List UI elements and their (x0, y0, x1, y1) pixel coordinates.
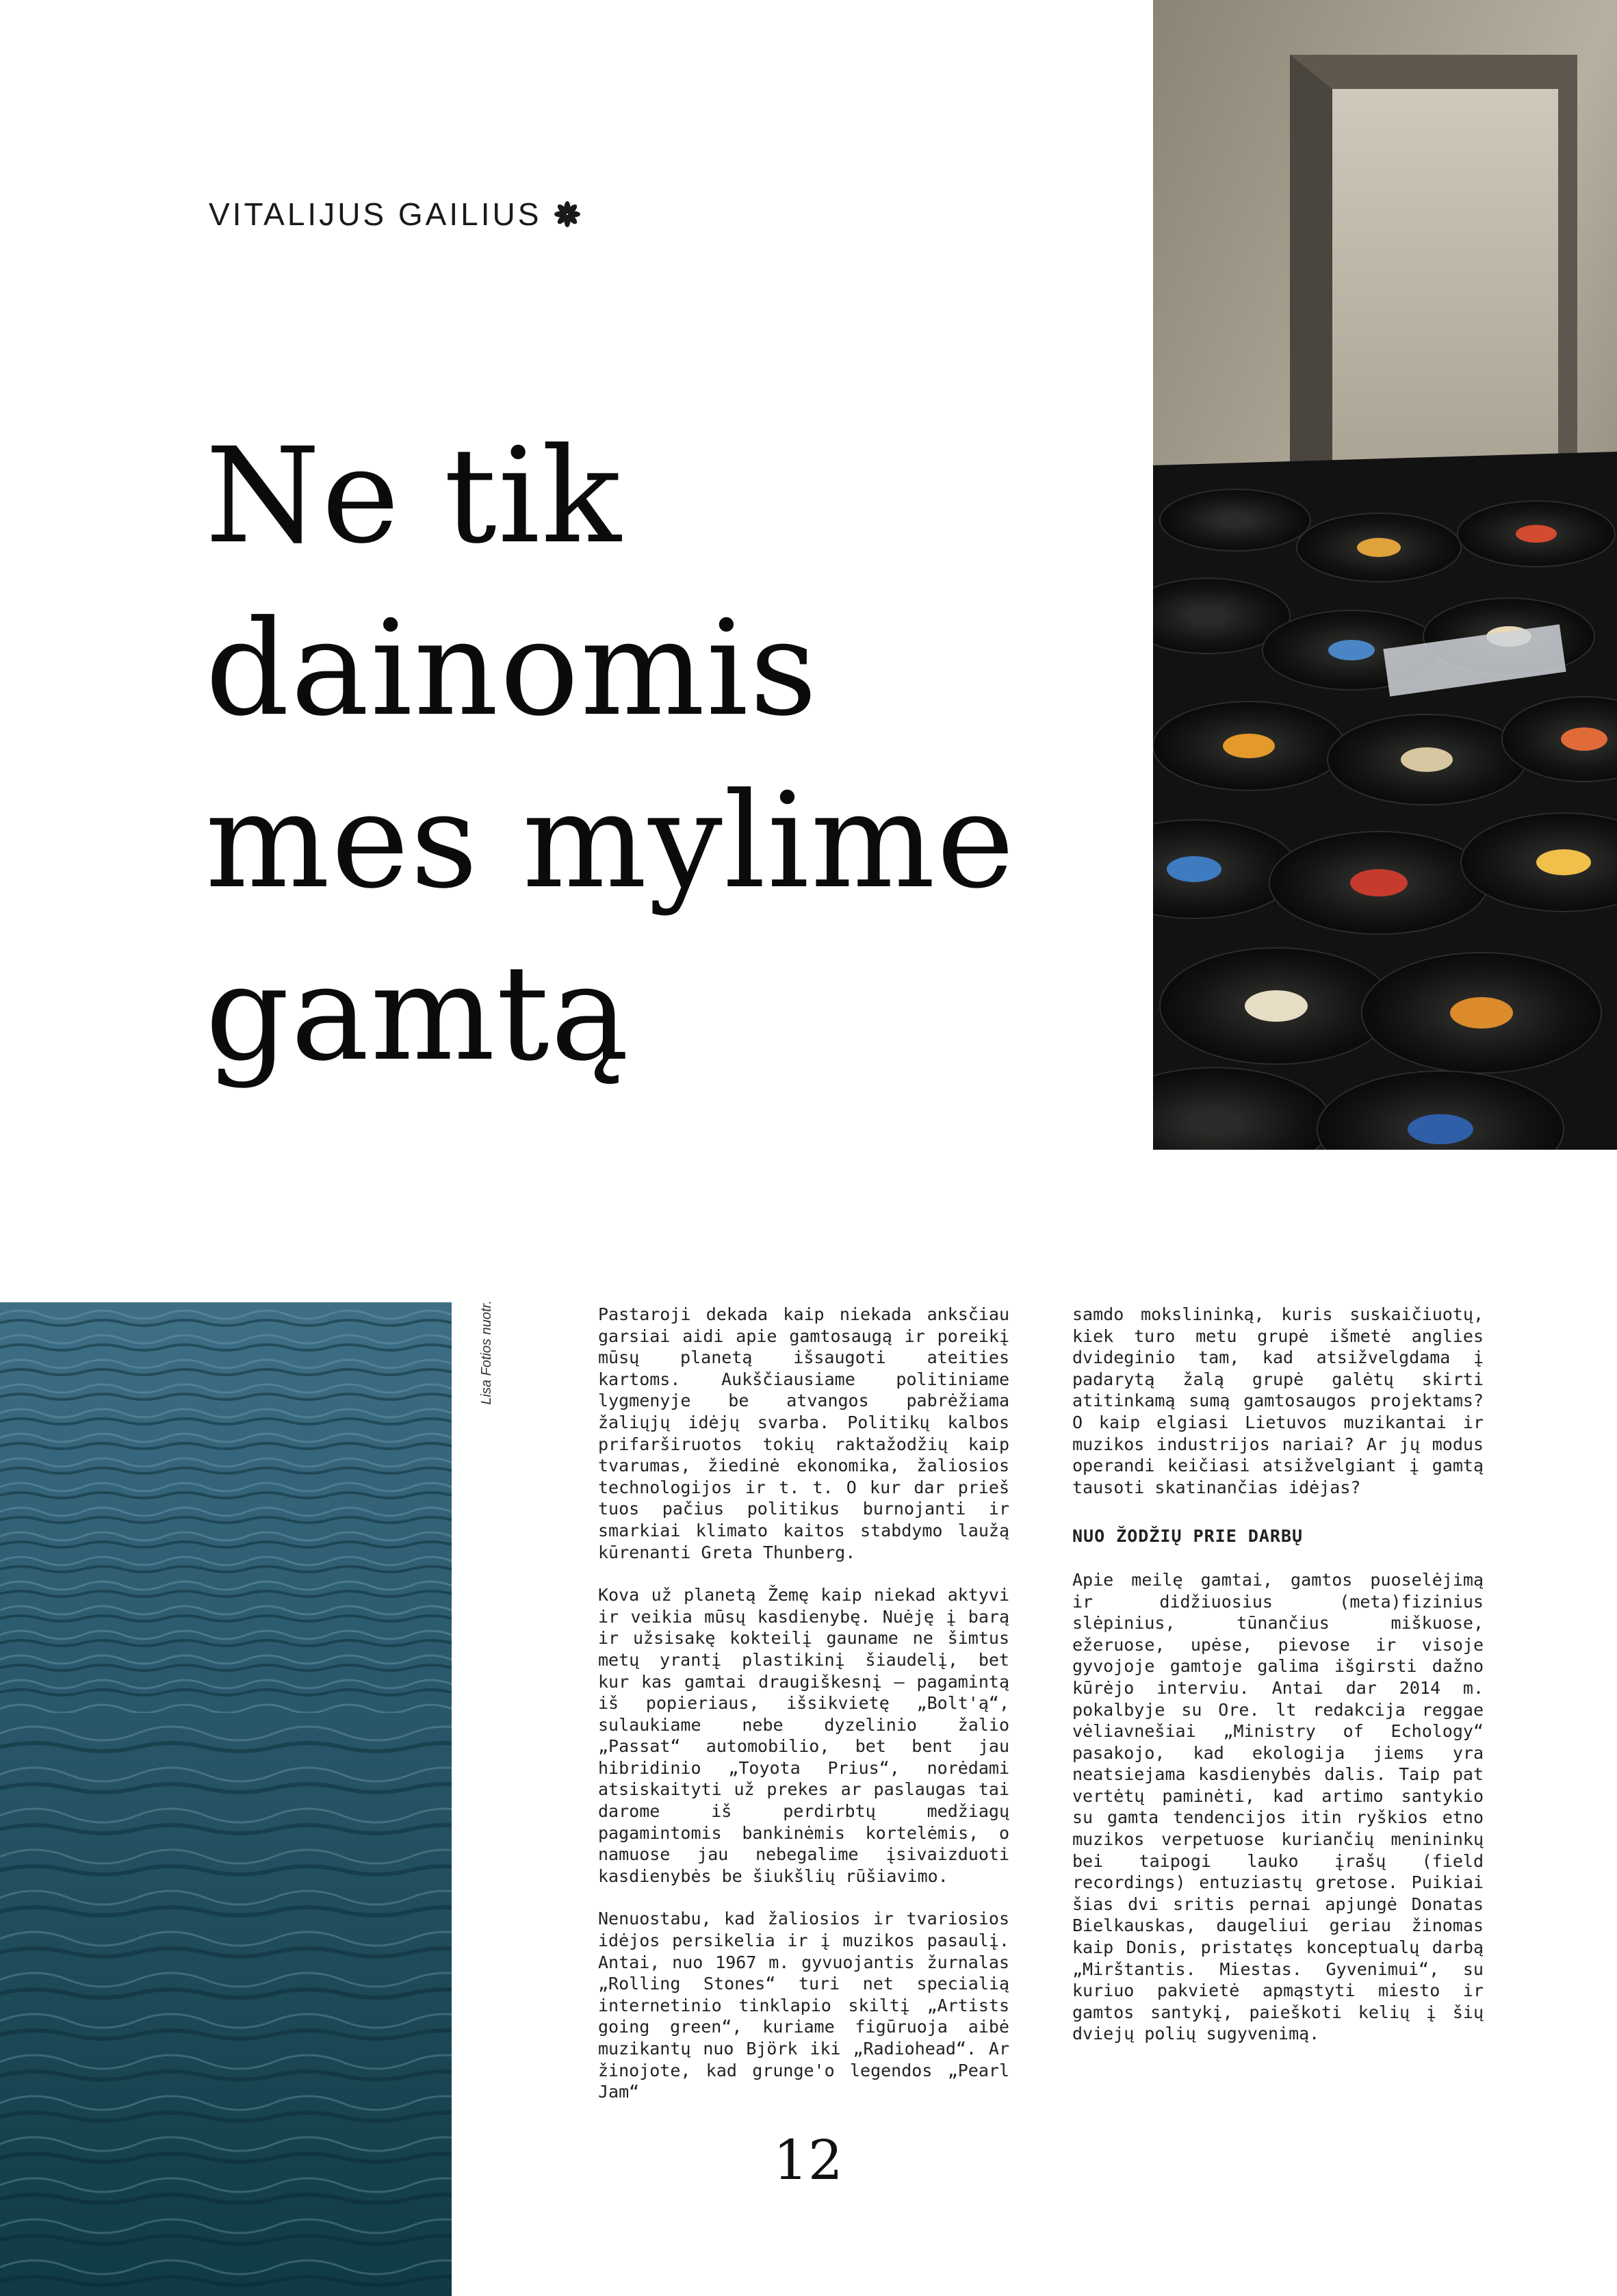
article-column-1 (598, 1304, 1009, 2124)
paragraph: Pastaroji dekada kaip niekada anksčiau garsiai aidi apie gamtosaugą ir poreikį mūsų planetą išsaugoti ateities kartoms. Aukščiausiame politiniame lygmenyje be atvangos pabrėžiama žaliųjų idėjų svarba. Politikų kalbos prifarširuotos tokių raktažodžių kaip tvarumas, žiedinė ekonomika, žaliosios technologijos ir t. t. O kur dar prieš tuos pačius politikus burnojanti ir smarkiai klimato kaitos stabdymo laužą kūrenanti Greta Thunberg. (598, 1304, 1009, 1562)
section-subheading: NUO ŽODŽIŲ PRIE DARBŲ (1072, 1526, 1304, 1547)
title-line: Ne tik (205, 420, 623, 573)
paragraph: Kova už planetą Žemę kaip niekad aktyvi ir veikia mūsų kasdienybę. Nuėję į barą ir užsisakę kokteilį gauname ne šimtus metų yrantį plastikinį šiaudelį, bet kur kas gamtai draugiškesnį – pagamintą iš popieriaus, išsikvietę „Bolt'ą“, sulaukiame nebe dyzelinio žalio „Passat“ automobilio, bet bent jau hibridinio „Toyota Prius“, norėdami atsiskaityti už prekes ar paslaugas tai darome iš perdirbtų medžiagų pagamintomis bankinėmis kortelėmis, o namuose jau nebegalime įsivaizduoti kasdienybės be šiukšlių rūšiavimo. (598, 1585, 1009, 1886)
author-byline (209, 196, 581, 233)
vinyl-records-photo (1153, 0, 1617, 1150)
water-photo (0, 1302, 452, 2296)
article-column-2 (1072, 1304, 1484, 2066)
paragraph: samdo mokslininką, kuris suskaičiuotų, kiek turo metu grupė išmetė anglies dvideginio tam, kad atsižvelgdama į padarytą žalą grupė galėtų skirti atitinkamą sumą gamtosaugos projektams? O kaip elgiasi Lietuvos muzikantai ir muzikos industrijos nariai? Ar jų modus operandi keičiasi atsižvelgiant į gamtą tausoti skatinančias idėjas? (1072, 1304, 1484, 1497)
title-line: gamtą (205, 938, 631, 1090)
title-line: dainomis (205, 593, 819, 745)
author-name: VITALIJUS GAILIUS (209, 196, 542, 232)
paragraph: Apie meilę gamtai, gamtos puoselėjimą ir didžiuosius (meta)fizinius slėpinius, tūnančius miškuose, ežeruose, upėse, pievose ir visoje gyvojoje gamtoje galima išgirsti dažno kūrėjo interviu. Antai dar 2014 m. pokalbyje su Ore. lt redakcija reggae vėliavnešiai „Ministry of Echology“ pasakojo, kad ekologija jiems yra neatsiejama kasdienybės dalis. Taip pat vertėtų paminėti, kad artimo santykio su gamta tendencijos itin ryškios etno muzikos verpetuose kuriančių menininkų bei taipogi lauko įrašų (field recordings) entuziastų gretose. Puikiai šias dvi sritis pernai apjungė Donatas Bielkauskas, daugeliui geriau žinomas kaip Donis, pristatęs konceptualų darbą „Mirštantis. Miestas. Gyvenimui“, su kuriuo pakvietė apmąstyti miesto ir gamtos santykį, paieškoti kelių į šių dviejų polių sugyvenimą. (1072, 1569, 1484, 2044)
page-number: 12 (773, 2128, 843, 2192)
photo-credit: Lisa Fotios nuotr. (479, 1300, 494, 1405)
paragraph: Nenuostabu, kad žaliosios ir tvariosios idėjos persikelia ir į muzikos pasaulį. Antai, nuo 1967 m. gyvuojantis žurnalas „Rolling Stones“ turi net specialią internetinio tinklapio skiltį „Artists going green“, kuriame figūruoja aibė muzikantų nuo Björk iki „Radiohead“. Ar žinojote, kad grunge'o legendos „Pearl Jam“ (598, 1909, 1009, 2102)
title-line: mes mylime (205, 765, 1016, 918)
article-title (205, 411, 1122, 1100)
asterisk-icon (554, 201, 581, 228)
